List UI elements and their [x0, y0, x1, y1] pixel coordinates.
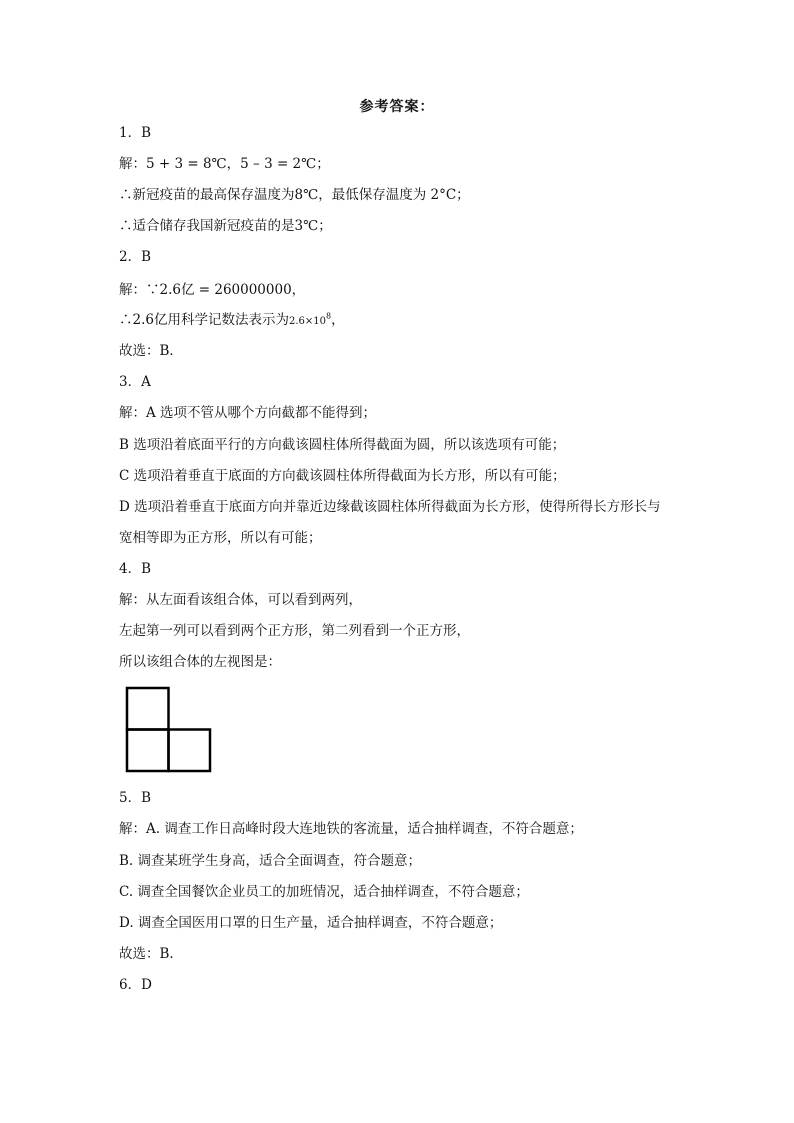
square-top-left: [127, 688, 169, 730]
q3-line-3: C 选项沿着垂直于底面的方向截该圆柱体所得截面为长方形，所以有可能；: [119, 468, 566, 484]
q2-number: 2．B: [119, 249, 152, 265]
q4-line-3: 所以该组合体的左视图是：: [119, 654, 281, 670]
q5-line-3: C. 调查全国餐饮企业员工的加班情况，适合抽样调查，不符合题意；: [119, 884, 529, 900]
q3-line-5: 宽相等即为正方形，所以有可能；: [119, 530, 322, 546]
q3-number: 3．A: [119, 374, 151, 390]
q5-number: 5．B: [119, 790, 152, 806]
q2-scientific-value: 2.6×10: [288, 316, 326, 327]
page-title: 参考答案：: [359, 99, 435, 115]
q4-line-2: 左起第一列可以看到两个正方形，第二列看到一个正方形，: [119, 623, 470, 639]
q1-number: 1．B: [119, 125, 152, 141]
q1-line-1: 解：5 + 3 = 8℃，5 – 3 = 2℃；: [119, 156, 330, 172]
q2-exponent: 8: [326, 311, 332, 321]
q6-number: 6．D: [119, 977, 152, 993]
q4-line-1: 解：从左面看该组合体，可以看到两列，: [119, 592, 362, 608]
q2-line-3: 故选：B．: [119, 343, 183, 359]
q2-line-1: 解：∵2.6亿 = 260000000，: [119, 282, 306, 298]
q1-line-3: ∴适合储存我国新冠疫苗的是3℃；: [119, 218, 332, 234]
square-bottom-left: [127, 730, 169, 772]
square-bottom-right: [169, 730, 211, 772]
q3-line-1: 解：A 选项不管从哪个方向截都不能得到；: [119, 405, 377, 421]
q2-line-2-text: ∴2.6亿用科学记数法表示为: [119, 312, 289, 328]
q4-number: 4．B: [119, 561, 152, 577]
q2-line-2-end: ，: [331, 312, 345, 328]
q5-line-1: 解：A. 调查工作日高峰时段大连地铁的客流量，适合抽样调查，不符合题意；: [119, 821, 583, 837]
q5-line-5: 故选：B．: [119, 946, 183, 962]
q3-line-4: D 选项沿着垂直于底面方向并靠近边缘截该圆柱体所得截面为长方形，使得所得长方形长与: [119, 499, 661, 515]
left-view-figure: [125, 686, 215, 776]
q5-line-4: D. 调查全国医用口罩的日生产量，适合抽样调查，不符合题意；: [119, 915, 503, 931]
q1-line-2: ∴新冠疫苗的最高保存温度为8℃，最低保存温度为 2°C；: [119, 187, 470, 203]
q5-line-2: B. 调查某班学生身高，适合全面调查，符合题意；: [119, 853, 422, 869]
q3-line-2: B 选项沿着底面平行的方向截该圆柱体所得截面为圆，所以该选项有可能；: [119, 437, 566, 453]
q2-line-2: [119, 311, 345, 331]
